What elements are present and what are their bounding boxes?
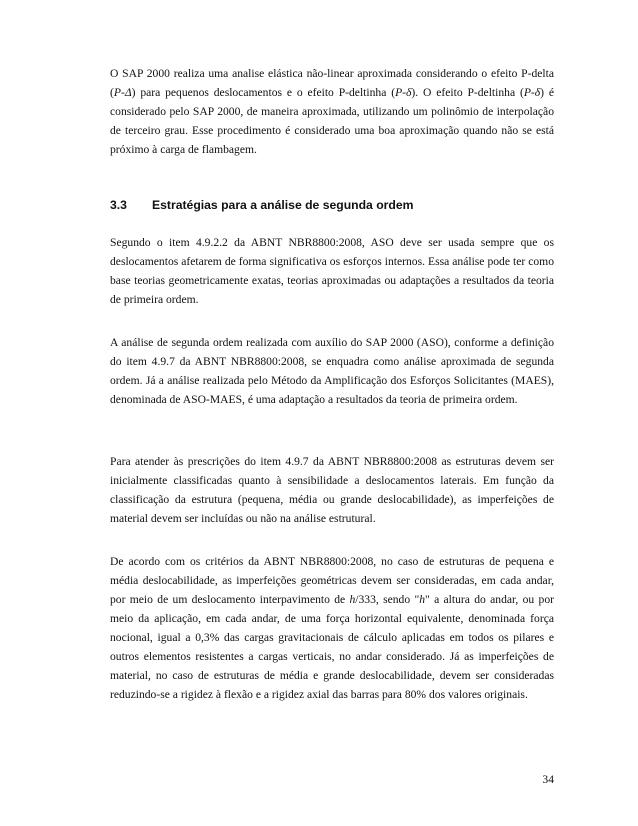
symbol-h: h [419,593,426,606]
symbol-p-delta: P-Δ [113,86,132,99]
section-heading [110,196,554,214]
paragraph-aso-usage: Segundo o item 4.9.2.2 da ABNT NBR8800:2008, ASO deve ser usada sempre que os deslocamentos afetarem de forma significativa os esforços internos. Essa análise pode ter como base teorias geometricamente exatas, teorias aproximadas ou adaptações a resultados da teoria de primeira ordem. [110,236,554,306]
paragraph-text: O SAP 2000 realiza uma analise elástica não-linear aproximada considerando o efeito P-delta ( [110,67,554,99]
paragraph-text: De acordo com os critérios da ABNT NBR8800:2008, no caso de estruturas de pequena e média deslocabilidade, as imperfeições geométricas devem ser consideradas, em cada andar, por meio de um deslocamento interpavimento de [110,555,554,606]
paragraph-sap2000-analysis [110,64,554,159]
paragraph-text: " a altura do andar, ou por meio da aplicação, em cada andar, de uma força horizontal equivalente, denominada força nocional, igual a 0,3% das cargas gravitacionais de cálculo aplicadas em todos os pilares e outros elementos resistentes a cargas verticais, no andar considerado. Já as imperfeições de material, no caso de estruturas de média e grande deslocabilidade, devem ser consideradas reduzindo-se a rigidez à flexão e a rigidez axial das barras para 80% dos valores originais. [110,593,555,701]
paragraph-text: ) é considerado pelo SAP 2000, de maneira aproximada, utilizando um polinômio de interpolação de terceiro grau. Esse procedimento é considerado uma boa aproximação quando não se está próximo à carga de flambagem. [110,86,555,156]
paragraph-text: /333, sendo " [355,593,420,606]
paragraph-imperfections [110,552,554,704]
paragraph-text: ). O efeito P-deltinha ( [411,86,524,99]
page-number: 34 [542,773,554,786]
paragraph-text: ) para pequenos deslocamentos e o efeito P-deltinha ( [131,86,396,99]
section-number: 3.3 [110,198,127,212]
paragraph-aso-maes: A análise de segunda ordem realizada com auxílio do SAP 2000 (ASO), conforme a definição do item 4.9.7 da ABNT NBR8800:2008, se enquadra como análise aproximada de segunda ordem. Já a análise realizada pelo Método da Amplificação dos Esforços Solicitantes (MAES), denominada de ASO-MAES, é uma adaptação a resultados da teoria de primeira ordem. [110,336,554,406]
paragraph-classification: Para atender às prescrições do item 4.9.7 da ABNT NBR8800:2008 as estruturas devem ser inicialmente classificadas quanto à sensibilidade a deslocamentos laterais. Em função da classificação da estrutura (pequena, média ou grande deslocabilidade), as imperfeições de material devem ser incluídas ou não na análise estrutural. [110,455,554,525]
symbol-h: h [349,593,356,606]
symbol-p-deltinha: P-δ [523,86,541,99]
section-title: Estratégias para a análise de segunda ordem [152,198,414,212]
symbol-p-deltinha: P-δ [395,86,412,99]
